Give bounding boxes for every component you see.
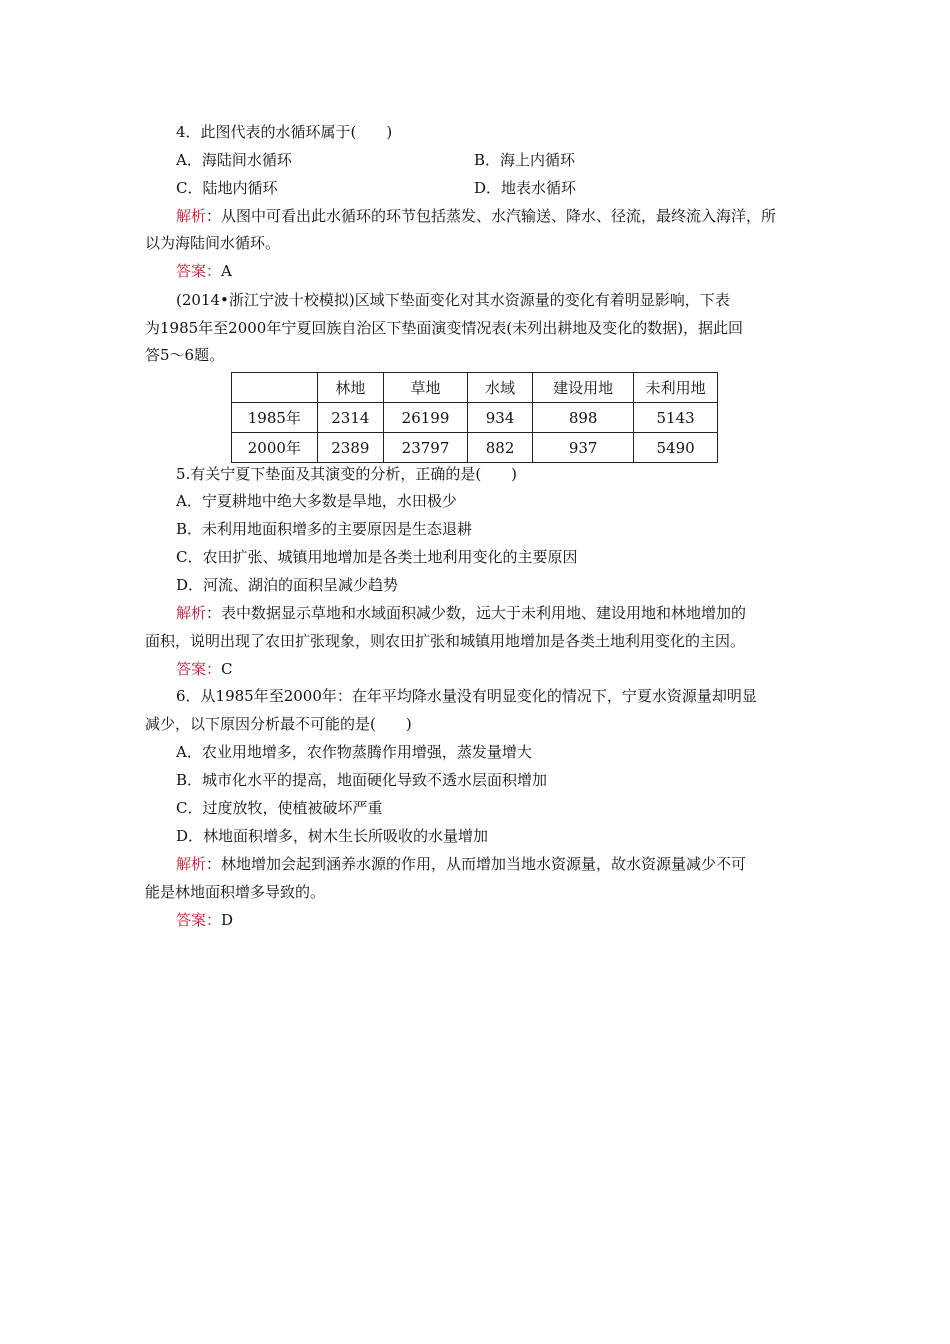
- q6-option-d: D．林地面积增多，树木生长所吸收的水量增加: [176, 827, 489, 845]
- table-cell: 5490: [634, 433, 718, 463]
- q5-option-d: D．河流、湖泊的面积呈减少趋势: [176, 576, 399, 594]
- analysis-text: ：表中数据显示草地和水域面积减少数，远大于未利用地、建设用地和林地增加的: [206, 604, 747, 622]
- answer-value: A: [221, 262, 232, 280]
- q5-stem: 5.有关宁夏下垫面及其演变的分析，正确的是( ): [176, 465, 518, 483]
- q4-option-d: D．地表水循环: [474, 179, 577, 197]
- table-cell: 934: [468, 403, 533, 433]
- q6-analysis: [176, 854, 746, 874]
- table-cell: 23797: [384, 433, 468, 463]
- land-use-table: [231, 372, 718, 463]
- table-cell: 5143: [634, 403, 718, 433]
- analysis-text: ：林地增加会起到涵养水源的作用，从而增加当地水资源量，故水资源量减少不可: [206, 855, 747, 873]
- answer-label: 答案：: [176, 262, 222, 280]
- q4-analysis: [176, 206, 776, 226]
- intro-line-2: 为1985年至2000年宁夏回族自治区下垫面演变情况表(未列出耕地及变化的数据)，据此回: [145, 319, 744, 337]
- q4-stem: 4．此图代表的水循环属于( ): [176, 123, 393, 141]
- q5-option-a: A．宁夏耕地中绝大多数是旱地，水田极少: [176, 492, 457, 510]
- q6-option-c: C．过度放牧，使植被破坏严重: [176, 799, 383, 817]
- q4-option-b: B．海上内循环: [474, 151, 576, 169]
- q4-analysis-cont: 以为海陆间水循环。: [145, 234, 281, 252]
- answer-label: 答案：: [176, 911, 222, 929]
- answer-value: C: [221, 660, 233, 678]
- table-cell: 2000年: [232, 433, 318, 463]
- table-cell: 882: [468, 433, 533, 463]
- table-header-row: [232, 373, 718, 403]
- table-header-cell: 林地: [317, 373, 383, 403]
- table-header-cell: 未利用地: [634, 373, 718, 403]
- analysis-label: 解析: [176, 855, 207, 873]
- q6-stem: 6．从1985年至2000年：在年平均降水量没有明显变化的情况下，宁夏水资源量却明显: [176, 687, 757, 705]
- table-cell: 937: [533, 433, 634, 463]
- table-cell: 1985年: [232, 403, 318, 433]
- table-header-cell: 水域: [468, 373, 533, 403]
- table-header-cell: 建设用地: [533, 373, 634, 403]
- table-cell: 26199: [384, 403, 468, 433]
- q5-analysis-cont: 面积，说明出现了农田扩张现象，则农田扩张和城镇用地增加是各类土地利用变化的主因。: [145, 632, 746, 650]
- analysis-label: 解析: [176, 604, 207, 622]
- table-cell: 2314: [317, 403, 383, 433]
- q6-stem-cont: 减少，以下原因分析最不可能的是( ): [145, 715, 412, 733]
- q6-analysis-cont: 能是林地面积增多导致的。: [145, 883, 326, 901]
- q5-option-b: B．未利用地面积增多的主要原因是生态退耕: [176, 520, 473, 538]
- q6-answer: [176, 910, 233, 930]
- table-header-cell: 草地: [384, 373, 468, 403]
- intro-line-1: (2014•浙江宁波十校模拟)区域下垫面变化对其水资源量的变化有着明显影响，下表: [176, 291, 730, 309]
- table-row: [232, 433, 718, 463]
- analysis-text: ：从图中可看出此水循环的环节包括蒸发、水汽输送、降水、径流，最终流入海洋，所: [206, 207, 777, 225]
- q6-option-b: B．城市化水平的提高，地面硬化导致不透水层面积增加: [176, 771, 548, 789]
- table-cell: 898: [533, 403, 634, 433]
- q4-answer: [176, 261, 232, 281]
- q5-answer: [176, 659, 233, 679]
- q5-option-c: C．农田扩张、城镇用地增加是各类土地利用变化的主要原因: [176, 548, 578, 566]
- table-row: [232, 403, 718, 433]
- q4-option-a: A．海陆间水循环: [176, 151, 292, 169]
- answer-label: 答案：: [176, 660, 222, 678]
- analysis-label: 解析: [176, 207, 207, 225]
- answer-value: D: [221, 911, 234, 929]
- q5-analysis: [176, 603, 746, 623]
- table-cell: 2389: [317, 433, 383, 463]
- q6-option-a: A．农业用地增多，农作物蒸腾作用增强，蒸发量增大: [176, 743, 532, 761]
- q4-option-c: C．陆地内循环: [176, 179, 278, 197]
- intro-line-3: 答5～6题。: [145, 346, 225, 364]
- table-header-cell: [232, 373, 318, 403]
